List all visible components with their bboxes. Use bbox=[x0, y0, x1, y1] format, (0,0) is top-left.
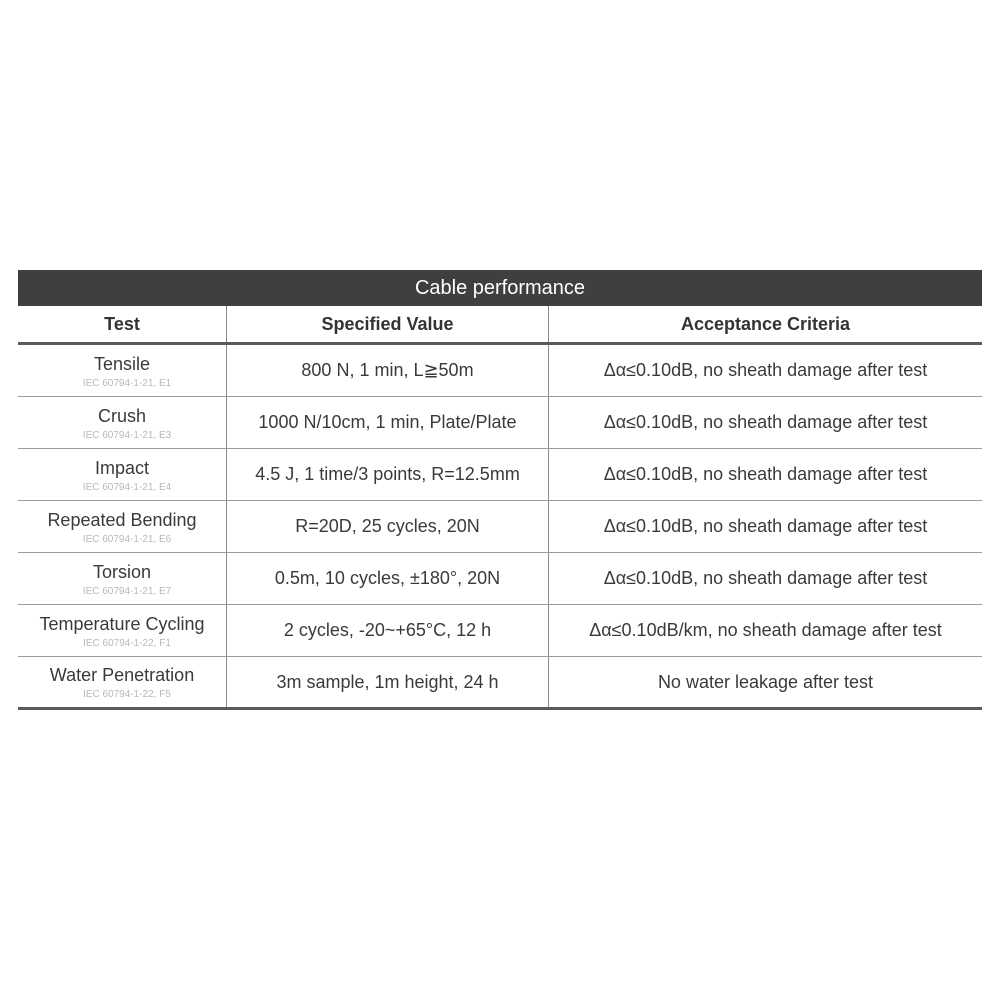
test-standard: IEC 60794-1-21, E6 bbox=[82, 533, 172, 545]
test-cell bbox=[18, 657, 227, 707]
test-name: Impact bbox=[94, 457, 150, 478]
test-standard: IEC 60794-1-21, E7 bbox=[82, 585, 172, 597]
table-row bbox=[18, 345, 982, 397]
test-name: Tensile bbox=[93, 353, 151, 374]
test-name: Water Penetration bbox=[49, 665, 195, 685]
table-header-row bbox=[18, 306, 982, 345]
test-standard: IEC 60794-1-21, E1 bbox=[82, 377, 172, 389]
test-cell bbox=[18, 501, 227, 552]
test-standard: IEC 60794-1-21, E4 bbox=[82, 481, 172, 493]
table-title: Cable performance bbox=[18, 270, 982, 306]
test-cell bbox=[18, 449, 227, 500]
test-name: Repeated Bending bbox=[47, 509, 197, 530]
test-cell bbox=[18, 553, 227, 604]
specified-value-cell: 800 N, 1 min, L≧50m bbox=[227, 345, 549, 396]
acceptance-criteria-cell: No water leakage after test bbox=[657, 671, 874, 692]
table-row bbox=[18, 605, 982, 657]
table-row bbox=[18, 501, 982, 553]
test-name: Crush bbox=[97, 405, 146, 426]
header-test: Test bbox=[18, 306, 227, 342]
header-specified-value: Specified Value bbox=[227, 306, 549, 342]
test-cell bbox=[18, 397, 227, 448]
specified-value-cell: 2 cycles, -20~+65°C, 12 h bbox=[227, 605, 549, 656]
test-name: Temperature Cycling bbox=[39, 613, 205, 634]
table-row bbox=[18, 657, 982, 710]
specified-value-cell: 4.5 J, 1 time/3 points, R=12.5mm bbox=[227, 449, 549, 500]
test-name: Torsion bbox=[92, 561, 152, 582]
acceptance-criteria-cell: Δα≤0.10dB/km, no sheath damage after test bbox=[589, 620, 942, 640]
test-standard: IEC 60794-1-22, F5 bbox=[83, 689, 171, 700]
cable-performance-table bbox=[18, 270, 982, 710]
acceptance-criteria-cell: Δα≤0.10dB, no sheath damage after test bbox=[603, 464, 928, 484]
specified-value-cell: 1000 N/10cm, 1 min, Plate/Plate bbox=[227, 397, 549, 448]
test-standard: IEC 60794-1-22, F1 bbox=[83, 637, 171, 649]
table-row bbox=[18, 553, 982, 605]
test-standard: IEC 60794-1-21, E3 bbox=[82, 429, 172, 441]
acceptance-criteria-cell: Δα≤0.10dB, no sheath damage after test bbox=[603, 412, 928, 432]
table-row bbox=[18, 449, 982, 501]
acceptance-criteria-cell: Δα≤0.10dB, no sheath damage after test bbox=[603, 516, 928, 536]
test-cell bbox=[18, 605, 227, 656]
test-cell bbox=[18, 345, 227, 396]
specified-value-cell: 3m sample, 1m height, 24 h bbox=[227, 657, 549, 707]
table-row bbox=[18, 397, 982, 449]
specified-value-cell: 0.5m, 10 cycles, ±180°, 20N bbox=[227, 553, 549, 604]
specified-value-cell: R=20D, 25 cycles, 20N bbox=[227, 501, 549, 552]
acceptance-criteria-cell: Δα≤0.10dB, no sheath damage after test bbox=[603, 568, 928, 588]
header-acceptance-criteria: Acceptance Criteria bbox=[680, 313, 851, 334]
acceptance-criteria-cell: Δα≤0.10dB, no sheath damage after test bbox=[603, 360, 928, 380]
